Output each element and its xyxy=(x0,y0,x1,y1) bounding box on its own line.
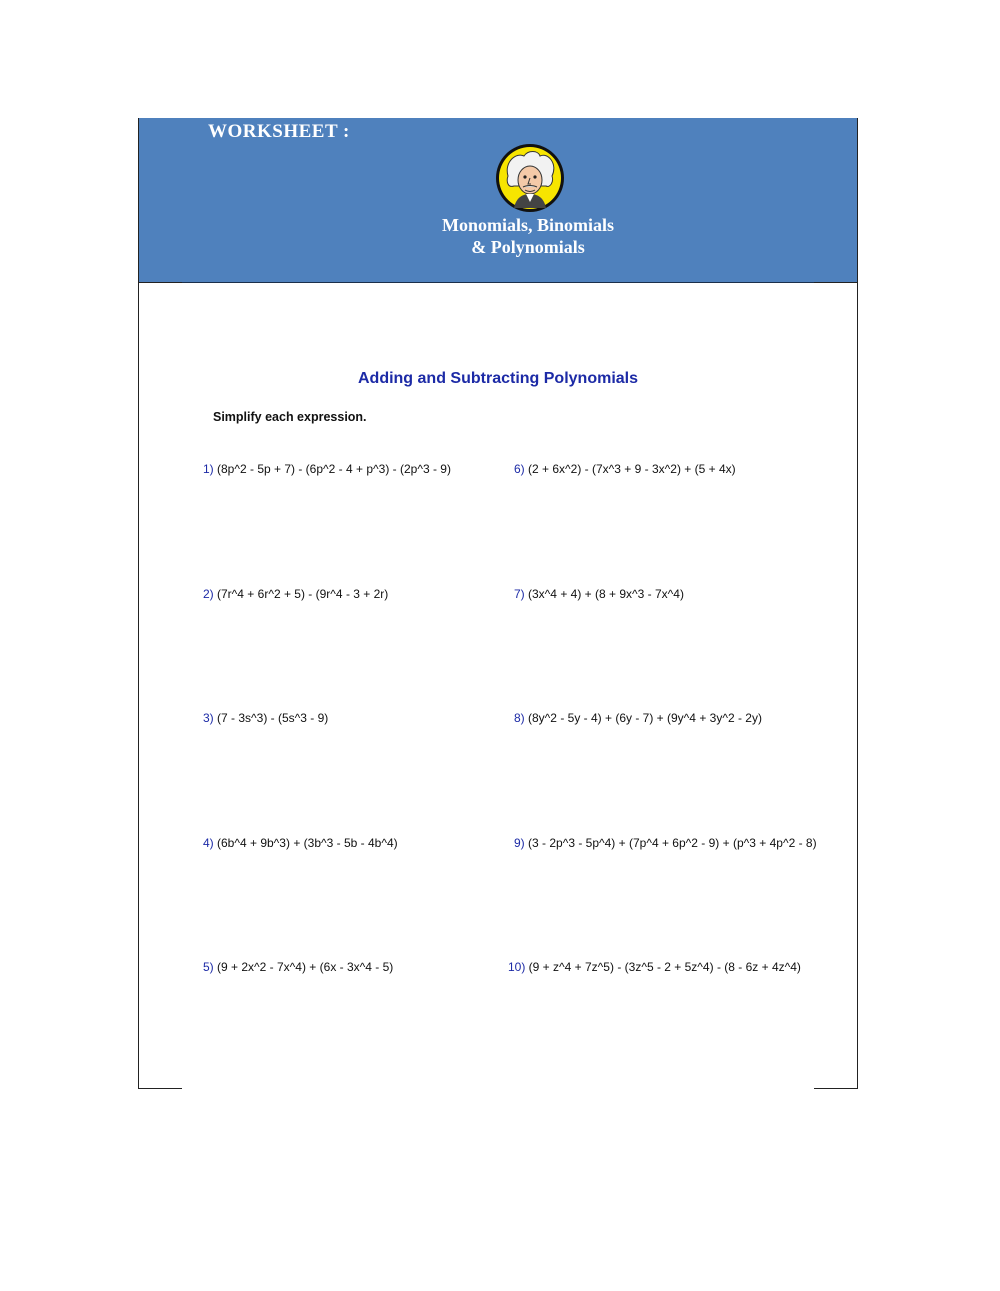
problem-expression: (8y^2 - 5y - 4) + (6y - 7) + (9y^4 + 3y^2 - 2y) xyxy=(524,711,762,725)
corner-tick xyxy=(138,282,182,283)
worksheet-title xyxy=(139,214,857,258)
problem-item xyxy=(514,462,736,476)
corner-tick xyxy=(138,1088,182,1089)
problem-item xyxy=(203,836,398,850)
problem-number: 10) xyxy=(508,960,526,974)
worksheet-header xyxy=(139,118,857,283)
section-title: Adding and Subtracting Polynomials xyxy=(357,370,638,387)
problem-item xyxy=(203,462,451,476)
corner-tick xyxy=(814,282,858,283)
problem-item xyxy=(514,587,684,601)
problem-expression: (2 + 6x^2) - (7x^3 + 9 - 3x^2) + (5 + 4x) xyxy=(524,462,736,476)
problem-expression: (8p^2 - 5p + 7) - (6p^2 - 4 + p^3) - (2p^3 - 9) xyxy=(213,462,451,476)
problem-number: 2) xyxy=(203,587,214,601)
problem-number: 1) xyxy=(203,462,214,476)
worksheet-label: WORKSHEET : xyxy=(208,121,350,142)
problem-item xyxy=(203,587,388,601)
problem-expression: (3 - 2p^3 - 5p^4) + (7p^4 + 6p^2 - 9) + (p^3 + 4p^2 - 8) xyxy=(524,836,817,850)
problem-number: 4) xyxy=(203,836,214,850)
problem-item xyxy=(203,711,328,725)
problem-item xyxy=(508,960,801,974)
corner-tick xyxy=(814,1088,858,1089)
problem-item xyxy=(514,836,817,850)
problem-expression: (9 + z^4 + 7z^5) - (3z^5 - 2 + 5z^4) - (8 - 6z + 4z^4) xyxy=(525,960,801,974)
problem-number: 7) xyxy=(514,587,525,601)
einstein-cartoon-icon xyxy=(494,142,566,214)
problem-number: 3) xyxy=(203,711,214,725)
title-line-1: Monomials, Binomials xyxy=(441,215,615,235)
problem-expression: (3x^4 + 4) + (8 + 9x^3 - 7x^4) xyxy=(524,587,684,601)
problem-number: 8) xyxy=(514,711,525,725)
problem-expression: (7 - 3s^3) - (5s^3 - 9) xyxy=(213,711,329,725)
title-line-2: & Polynomials xyxy=(471,237,585,257)
problem-item xyxy=(514,711,762,725)
instructions: Simplify each expression. xyxy=(213,410,367,424)
problem-item xyxy=(203,960,393,974)
problem-number: 5) xyxy=(203,960,214,974)
worksheet-page xyxy=(138,118,858,1088)
problem-expression: (7r^4 + 6r^2 + 5) - (9r^4 - 3 + 2r) xyxy=(213,587,389,601)
problem-number: 6) xyxy=(514,462,525,476)
problem-expression: (6b^4 + 9b^3) + (3b^3 - 5b - 4b^4) xyxy=(213,836,398,850)
problem-number: 9) xyxy=(514,836,525,850)
problem-expression: (9 + 2x^2 - 7x^4) + (6x - 3x^4 - 5) xyxy=(213,960,394,974)
